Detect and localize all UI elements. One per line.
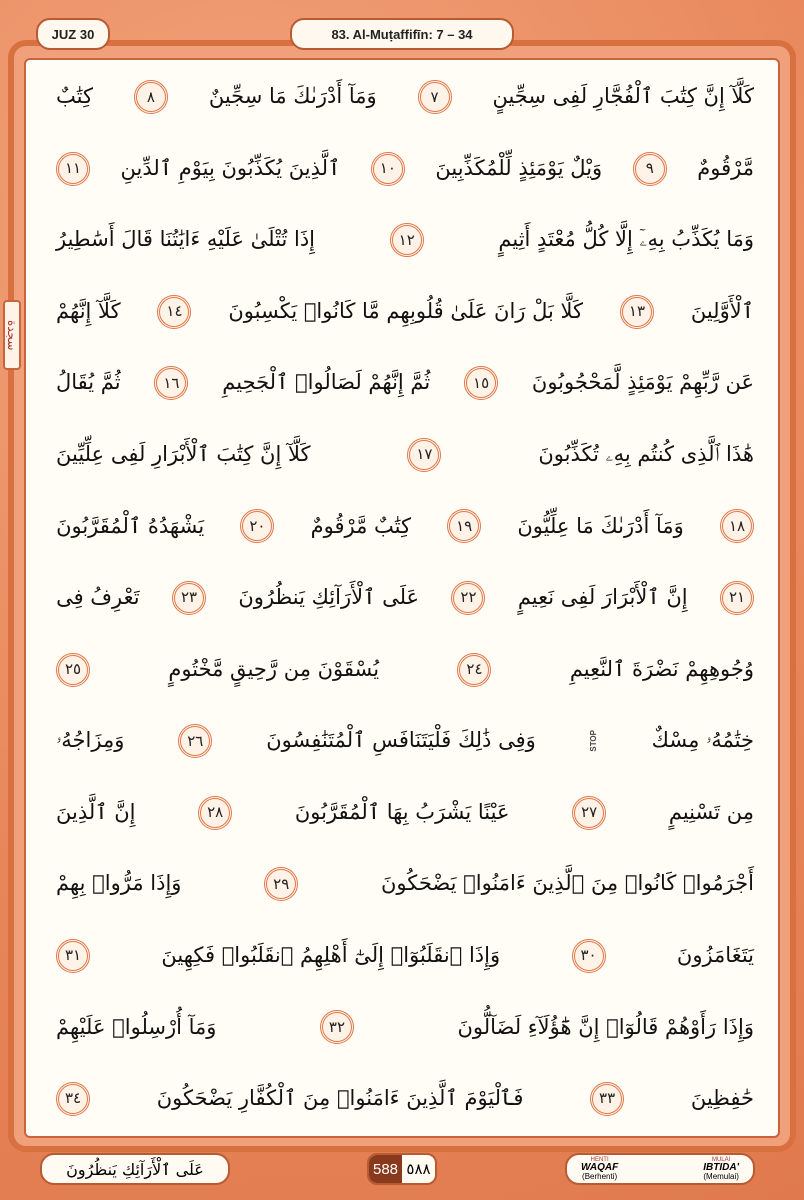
- waqaf-sub: (Berhenti): [582, 1172, 618, 1181]
- verse-text: إِذَا تُتْلَىٰ عَلَيْهِ ءَايَٰتُنَا قَالَ أَسَٰطِيرُ: [56, 227, 316, 252]
- waqaf-label: WAQAF: [581, 1162, 619, 1173]
- verse-line: [56, 136, 754, 202]
- verse-line: [56, 851, 754, 917]
- ayah-number-marker: ١٨: [720, 509, 754, 543]
- henti-label: HENTI: [590, 1157, 609, 1163]
- verse-text: كَلَّآ إِنَّ كِتَٰبَ ٱلْفُجَّارِ لَفِى سِجِّينٍ: [492, 84, 754, 109]
- surah-title: 83. Al-Muṭaffifīn: 7 – 34: [290, 18, 514, 50]
- ayah-number-marker: ٢١: [720, 581, 754, 615]
- ayah-number-marker: ٢٧: [572, 796, 606, 830]
- verse-text: إِنَّ ٱلْأَبْرَارَ لَفِى نَعِيمٍ: [517, 585, 688, 610]
- ayah-number-marker: ٣٣: [590, 1082, 624, 1116]
- verse-text: ثُمَّ يُقَالُ: [56, 370, 121, 395]
- verse-text: وَإِذَا مَرُّوا۟ بِهِمْ: [56, 871, 182, 896]
- ibtida-sub: (Memulai): [703, 1172, 739, 1181]
- ayah-number-marker: ١٩: [447, 509, 481, 543]
- quran-page: [24, 58, 780, 1138]
- verse-text: كَلَّا بَلْ رَانَ عَلَىٰ قُلُوبِهِم مَّا كَانُوا۟ يَكْسِبُونَ: [228, 298, 584, 323]
- verse-text: فَٱلْيَوْمَ ٱلَّذِينَ ءَامَنُوا۟ مِنَ ٱلْكُفَّارِ يَضْحَكُونَ: [156, 1086, 524, 1111]
- ayah-number-marker: ٢٥: [56, 653, 90, 687]
- verse-line: [56, 708, 754, 774]
- ayah-number-marker: ٩: [633, 152, 667, 186]
- verse-line: [56, 279, 754, 345]
- mulai-label: MULAI: [711, 1157, 731, 1163]
- page-number-arabic: ٥٨٨: [406, 1161, 431, 1178]
- ayah-number-marker: ٣٢: [320, 1010, 354, 1044]
- verse-text: ٱلْأَوَّلِينَ: [690, 298, 754, 323]
- verse-text: تَعْرِفُ فِى: [56, 585, 140, 610]
- ayah-number-marker: ٢٢: [451, 581, 485, 615]
- verse-line: [56, 207, 754, 273]
- verse-text: يَتَغَامَزُونَ: [676, 942, 754, 967]
- verse-text: يُسْقَوْنَ مِن رَّحِيقٍ مَّخْتُومٍ: [168, 656, 380, 681]
- ayah-number-marker: ١٦: [154, 366, 188, 400]
- verse-line: [56, 64, 754, 130]
- next-page-words: عَلَى ٱلْأَرَآئِكِ يَنظُرُونَ: [40, 1153, 230, 1185]
- verse-text: وَمَا يُكَذِّبُ بِهِۦٓ إِلَّا كُلُّ مُعْتَدٍ أَثِيمٍ: [498, 227, 754, 252]
- ibtida-legend: [703, 1157, 739, 1181]
- ayah-number-marker: ١٢: [390, 223, 424, 257]
- verse-text: وَمِزَاجُهُۥ: [56, 728, 125, 753]
- verse-text: أَجْرَمُوا۟ كَانُوا۟ مِنَ ٱلَّذِينَ ءَامَنُوا۟ يَضْحَكُونَ: [381, 871, 754, 896]
- ayah-number-marker: ٢٣: [172, 581, 206, 615]
- page-number: [367, 1153, 437, 1185]
- stop-marker: STOP: [588, 730, 598, 752]
- ayah-number-marker: ٣٤: [56, 1082, 90, 1116]
- page-number-latin: 588: [369, 1155, 402, 1183]
- verse-text: عَيْنًا يَشْرَبُ بِهَا ٱلْمُقَرَّبُونَ: [294, 799, 510, 824]
- verse-text: ٱلَّذِينَ يُكَذِّبُونَ بِيَوْمِ ٱلدِّينِ: [120, 155, 341, 180]
- verse-text: وَيْلٌ يَوْمَئِذٍ لِّلْمُكَذِّبِينَ: [435, 155, 603, 180]
- ayah-number-marker: ٢٤: [457, 653, 491, 687]
- verse-line: [56, 565, 754, 631]
- verse-text: كَلَّآ إِنَّهُمْ: [56, 298, 121, 323]
- verse-text: يَشْهَدُهُ ٱلْمُقَرَّبُونَ: [56, 513, 205, 538]
- ayah-number-marker: ١٤: [157, 295, 191, 329]
- verse-line: [56, 923, 754, 989]
- verse-text: مَّرْقُومٌ: [697, 155, 754, 180]
- ayah-number-marker: ٢٦: [178, 724, 212, 758]
- ayah-number-marker: ٨: [134, 80, 168, 114]
- verse-text: إِنَّ ٱلَّذِينَ: [56, 799, 136, 824]
- verse-text: وَمَآ أَدْرَىٰكَ مَا سِجِّينٌ: [208, 84, 377, 109]
- verse-text: ثُمَّ إِنَّهُمْ لَصَالُوا۟ ٱلْجَحِيمِ: [222, 370, 431, 395]
- verse-text: خِتَٰمُهُۥ مِسْكٌ: [651, 728, 754, 753]
- verse-text: وَإِذَا رَأَوْهُمْ قَالُوٓا۟ إِنَّ هَٰٓؤُلَآءِ لَضَآلُّونَ: [457, 1014, 754, 1039]
- verse-line: [56, 1066, 754, 1132]
- ayah-number-marker: ٢٠: [240, 509, 274, 543]
- juz-label: JUZ 30: [36, 18, 110, 50]
- verse-text: كِتَٰبٌ مَّرْقُومٌ: [310, 513, 411, 538]
- verse-text: وَمَآ أَدْرَىٰكَ مَا عِلِّيُّونَ: [517, 513, 684, 538]
- waqaf-ibtida-legend: [565, 1153, 755, 1185]
- verse-line: [56, 493, 754, 559]
- sajdah-marker: سجدة: [3, 300, 21, 370]
- verse-line: [56, 350, 754, 416]
- verse-line: [56, 994, 754, 1060]
- verse-text: هَٰذَا ٱلَّذِى كُنتُم بِهِۦ تُكَذِّبُونَ: [538, 442, 754, 467]
- ayah-number-marker: ١٥: [464, 366, 498, 400]
- verse-text: وَفِى ذَٰلِكَ فَلْيَتَنَافَسِ ٱلْمُتَنَٰفِسُونَ: [266, 728, 536, 753]
- ayah-number-marker: ١١: [56, 152, 90, 186]
- verse-text: حَٰفِظِينَ: [690, 1086, 754, 1111]
- ayah-number-marker: ١٠: [371, 152, 405, 186]
- verse-text: كِتَٰبٌ: [56, 84, 94, 109]
- verse-text: وُجُوهِهِمْ نَضْرَةَ ٱلنَّعِيمِ: [569, 656, 754, 681]
- waqaf-legend: [581, 1157, 618, 1181]
- verse-line: [56, 780, 754, 846]
- ayah-number-marker: ٢٩: [264, 867, 298, 901]
- ibtida-label: IBTIDA': [703, 1162, 739, 1173]
- verse-line: [56, 422, 754, 488]
- verse-text: مِن تَسْنِيمٍ: [668, 799, 754, 824]
- ayah-number-marker: ٣١: [56, 939, 90, 973]
- verse-text: وَمَآ أُرْسِلُوا۟ عَلَيْهِمْ: [56, 1014, 217, 1039]
- ayah-number-marker: ١٧: [407, 438, 441, 472]
- verse-text: عَلَى ٱلْأَرَآئِكِ يَنظُرُونَ: [238, 585, 420, 610]
- ayah-number-marker: ٧: [418, 80, 452, 114]
- ayah-number-marker: ١٣: [620, 295, 654, 329]
- verse-line: [56, 637, 754, 703]
- verse-text: عَن رَّبِّهِمْ يَوْمَئِذٍ لَّمَحْجُوبُونَ: [531, 370, 754, 395]
- verse-text: وَإِذَا ٱنقَلَبُوٓا۟ إِلَىٰٓ أَهْلِهِمُ ٱنقَلَبُوا۟ فَكِهِينَ: [161, 942, 501, 967]
- ayah-number-marker: ٢٨: [198, 796, 232, 830]
- verse-text: كَلَّآ إِنَّ كِتَٰبَ ٱلْأَبْرَارِ لَفِى عِلِّيِّينَ: [56, 442, 311, 467]
- ayah-number-marker: ٣٠: [572, 939, 606, 973]
